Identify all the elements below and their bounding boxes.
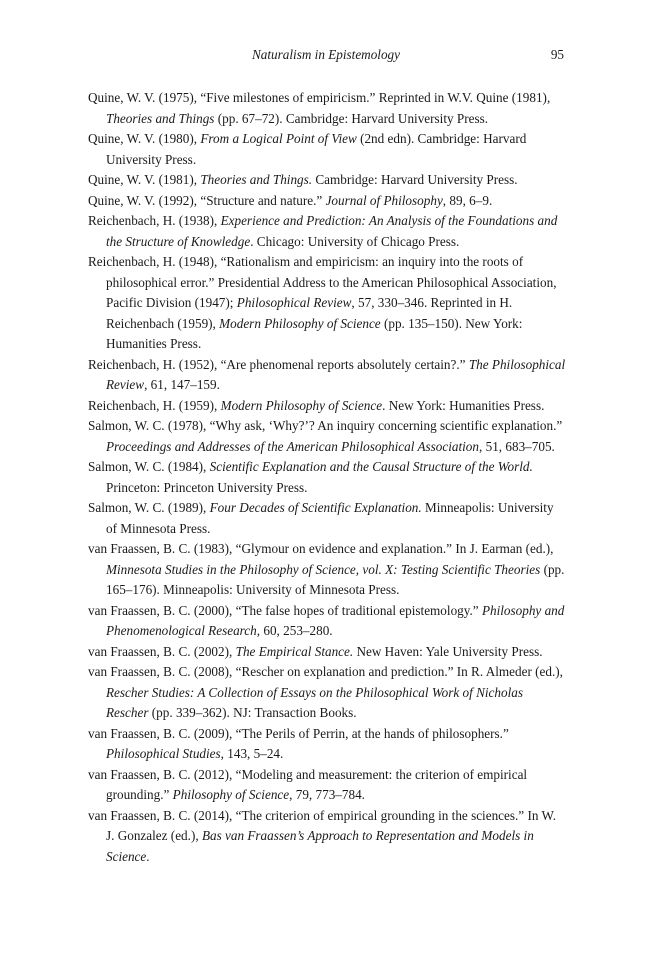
reference-entry [88, 806, 566, 868]
reference-title: From a Logical Point of View [200, 131, 357, 146]
reference-entry [88, 211, 566, 252]
reference-entry [88, 355, 566, 396]
reference-entry [88, 642, 566, 663]
reference-text: Quine, W. V. (1992), “Structure and nature.” [88, 192, 326, 208]
reference-text: , 89, 6–9. [442, 192, 493, 208]
reference-entry [88, 539, 566, 601]
reference-text: Cambridge: Harvard University Press. [312, 172, 518, 187]
reference-title: Minnesota Studies in the Philosophy of Science, vol. X: Testing Scientific Theories [106, 561, 541, 577]
reference-title: The Empirical Stance. [235, 643, 354, 659]
reference-text: Princeton: Princeton University Press. [106, 479, 308, 495]
reference-text: van Fraassen, B. C. (2002), [88, 643, 236, 659]
reference-title: Scientific Explanation and the Causal Structure of the World. [209, 459, 533, 474]
reference-text: Quine, W. V. (1980), [88, 131, 201, 146]
reference-entry [88, 170, 566, 191]
reference-text: . [146, 848, 150, 864]
reference-title: Philosophical Review [236, 295, 352, 310]
reference-entry [88, 765, 566, 806]
reference-title: Bas van Fraassen’s Approach to Representation and Models in Science [106, 828, 534, 864]
reference-text: Quine, W. V. (1981), [88, 172, 201, 187]
reference-entry [88, 498, 566, 539]
reference-text: . Chicago: University of Chicago Press. [250, 233, 460, 249]
reference-text: Quine, W. V. (1975), “Five milestones of empiricism.” Reprinted in W.V. Quine (1981), [88, 90, 551, 105]
reference-text: (pp. 165–176). Minneapolis: University of Minnesota Press. [106, 561, 565, 597]
reference-entry [88, 416, 566, 457]
reference-text: Salmon, W. C. (1978), “Why ask, ‘Why?’? An inquiry concerning scientific explanation.” [88, 418, 563, 433]
reference-text: , 79, 773–784. [289, 787, 365, 802]
reference-text: Salmon, W. C. (1989), [88, 500, 210, 515]
reference-text: Minneapolis: University of Minnesota Press. [106, 500, 554, 536]
reference-text: , 57, 330–346. Reprinted in H. Reichenbach (1959), [106, 295, 513, 331]
reference-title: Philosophy of Science [172, 787, 290, 802]
reference-title: Theories and Things. [200, 172, 313, 187]
reference-title: Modern Philosophy of Science [219, 315, 381, 331]
reference-entry [88, 252, 566, 355]
reference-text: , 51, 683–705. [479, 438, 555, 454]
reference-text: van Fraassen, B. C. (1983), “Glymour on evidence and explanation.” In J. Earman (ed.), [88, 541, 554, 556]
reference-text: van Fraassen, B. C. (2012), “Modeling and measurement: the criterion of empirical grounding.” [88, 766, 528, 802]
reference-entry [88, 88, 566, 129]
reference-text: Salmon, W. C. (1984), [88, 459, 210, 474]
reference-text: . New York: Humanities Press. [382, 397, 545, 413]
reference-text: , 61, 147–159. [144, 377, 220, 392]
reference-title: Philosophy and Phenomenological Research [106, 602, 565, 638]
reference-text: Reichenbach, H. (1948), “Rationalism and empiricism: an inquiry into the roots of philosophical error.” Presidential Address to the American Philosophical Association, Pacific Division (1947); [88, 254, 557, 310]
reference-title: Modern Philosophy of Science [220, 397, 383, 413]
reference-entry [88, 457, 566, 498]
running-title: Naturalism in Epistemology [252, 47, 400, 62]
reference-entry [88, 129, 566, 170]
reference-title: The Philosophical Review [106, 356, 566, 392]
reference-title: Rescher Studies: A Collection of Essays on the Philosophical Work of Nicholas Rescher [106, 684, 523, 720]
reference-title: Proceedings and Addresses of the American Philosophical Association [106, 438, 479, 454]
running-head [88, 47, 564, 65]
reference-title: Theories and Things [106, 110, 215, 126]
reference-text: Reichenbach, H. (1938), [88, 213, 221, 228]
reference-title: Four Decades of Scientific Explanation. [209, 500, 422, 515]
reference-text: , 60, 253–280. [256, 623, 333, 638]
reference-entry [88, 662, 566, 724]
reference-title: Journal of Philosophy [325, 192, 443, 208]
reference-title: Philosophical Studies [106, 746, 221, 761]
reference-entry [88, 396, 566, 417]
reference-text: van Fraassen, B. C. (2014), “The criterion of empirical grounding in the sciences.” In W. J. Gonzalez (ed.), [88, 807, 557, 843]
reference-entry [88, 601, 566, 642]
reference-list [88, 88, 566, 867]
reference-text: Reichenbach, H. (1959), [88, 397, 221, 413]
reference-text: (pp. 67–72). Cambridge: Harvard University Press. [214, 110, 489, 126]
reference-text: Reichenbach, H. (1952), “Are phenomenal reports absolutely certain?.” [88, 356, 469, 372]
reference-text: (pp. 135–150). New York: Humanities Press. [106, 315, 523, 351]
reference-text: van Fraassen, B. C. (2008), “Rescher on explanation and prediction.” In R. Almeder (ed.), [88, 664, 563, 679]
reference-title: Experience and Prediction: An Analysis of the Foundations and the Structure of Knowledge [106, 213, 558, 249]
reference-text: New Haven: Yale University Press. [353, 643, 543, 659]
reference-entry [88, 191, 566, 212]
page-number: 95 [550, 47, 564, 62]
reference-text: (pp. 339–362). NJ: Transaction Books. [148, 705, 357, 720]
reference-entry [88, 724, 566, 765]
reference-text: van Fraassen, B. C. (2009), “The Perils of Perrin, at the hands of philosophers.” [88, 725, 509, 741]
reference-text: (2nd edn). Cambridge: Harvard University Press. [106, 131, 527, 167]
reference-text: van Fraassen, B. C. (2000), “The false hopes of traditional epistemology.” [88, 602, 482, 618]
reference-text: , 143, 5–24. [220, 746, 284, 761]
